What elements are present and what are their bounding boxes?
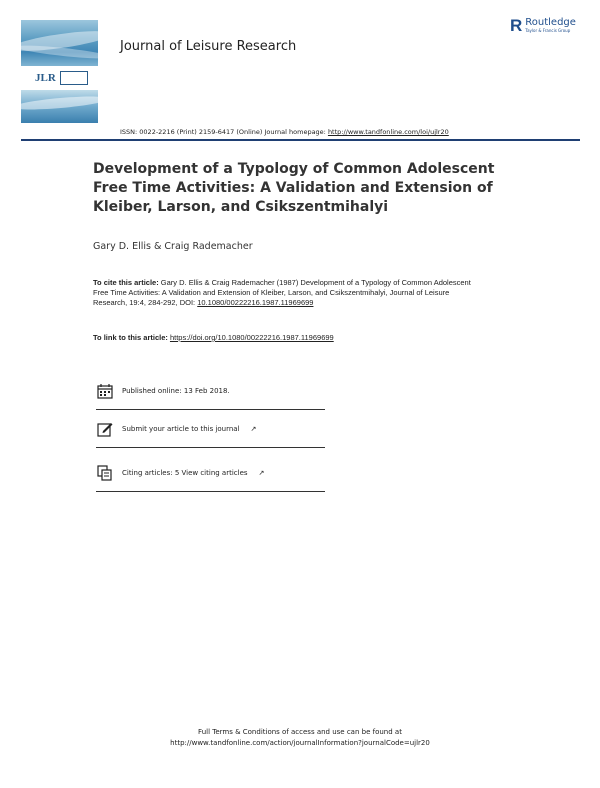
citing-articles-row[interactable] <box>96 455 325 492</box>
routledge-r-icon: R <box>510 16 523 35</box>
cover-wave-image-bottom <box>21 90 98 123</box>
calendar-icon <box>96 382 114 400</box>
header-divider <box>21 139 580 141</box>
citation-icon <box>96 464 114 482</box>
cover-logo <box>21 68 98 88</box>
terms-line: Full Terms & Conditions of access and use can be found at <box>198 728 402 736</box>
journal-homepage-link[interactable]: http://www.tandfonline.com/loi/ujlr20 <box>327 128 449 136</box>
external-link-icon: ↗ <box>258 469 265 477</box>
article-title: Development of a Typology of Common Adolescent Free Time Activities: A Validation and Extension of Kleiber, Larson, and Csikszentmihalyi <box>93 161 495 215</box>
publisher-subtitle: Taylor & Francis Group <box>525 28 571 33</box>
publisher-logo <box>510 17 576 34</box>
terms-footer <box>0 727 600 749</box>
submit-article-link[interactable]: Submit your article to this journal <box>122 425 240 433</box>
article-authors: Gary D. Ellis & Craig Rademacher <box>93 241 253 252</box>
issn-line <box>120 128 449 136</box>
cover-wave-image-top <box>21 20 98 66</box>
link-to-article <box>93 333 334 342</box>
cite-doi-link[interactable]: 10.1080/00222216.1987.11969699 <box>197 298 314 307</box>
terms-url-link[interactable]: http://www.tandfonline.com/action/journalInformation?journalCode=ujlr20 <box>170 739 430 747</box>
cover-logo-box <box>60 71 88 85</box>
publisher-name: Routledge <box>525 17 576 28</box>
published-online-text: Published online: 13 Feb 2018. <box>122 387 230 395</box>
external-link-icon: ↗ <box>250 425 257 433</box>
cover-logo-text: JLR <box>35 72 56 84</box>
cite-text: Gary D. Ellis & Craig Rademacher (1987) Development of a Typology of Common Adolescent Free Time Activities: A Validation and Extension of Kleiber, Larson, and Csikszentmihalyi, Journal of Leisure Research, 19:4, 284-292, DOI: <box>93 278 471 307</box>
citation-block <box>93 278 473 308</box>
cite-label: To cite this article: <box>93 278 161 287</box>
link-label: To link to this article: <box>93 333 170 342</box>
edit-icon <box>96 420 114 438</box>
journal-cover <box>21 20 98 123</box>
published-online-row <box>96 373 325 410</box>
submit-article-row[interactable] <box>96 411 325 448</box>
article-doi-link[interactable]: https://doi.org/10.1080/00222216.1987.11969699 <box>169 333 334 342</box>
issn-text: ISSN: 0022-2216 (Print) 2159-6417 (Online) Journal homepage: <box>120 128 328 136</box>
journal-title: Journal of Leisure Research <box>120 39 297 54</box>
citing-articles-link[interactable]: Citing articles: 5 View citing articles <box>122 469 248 477</box>
